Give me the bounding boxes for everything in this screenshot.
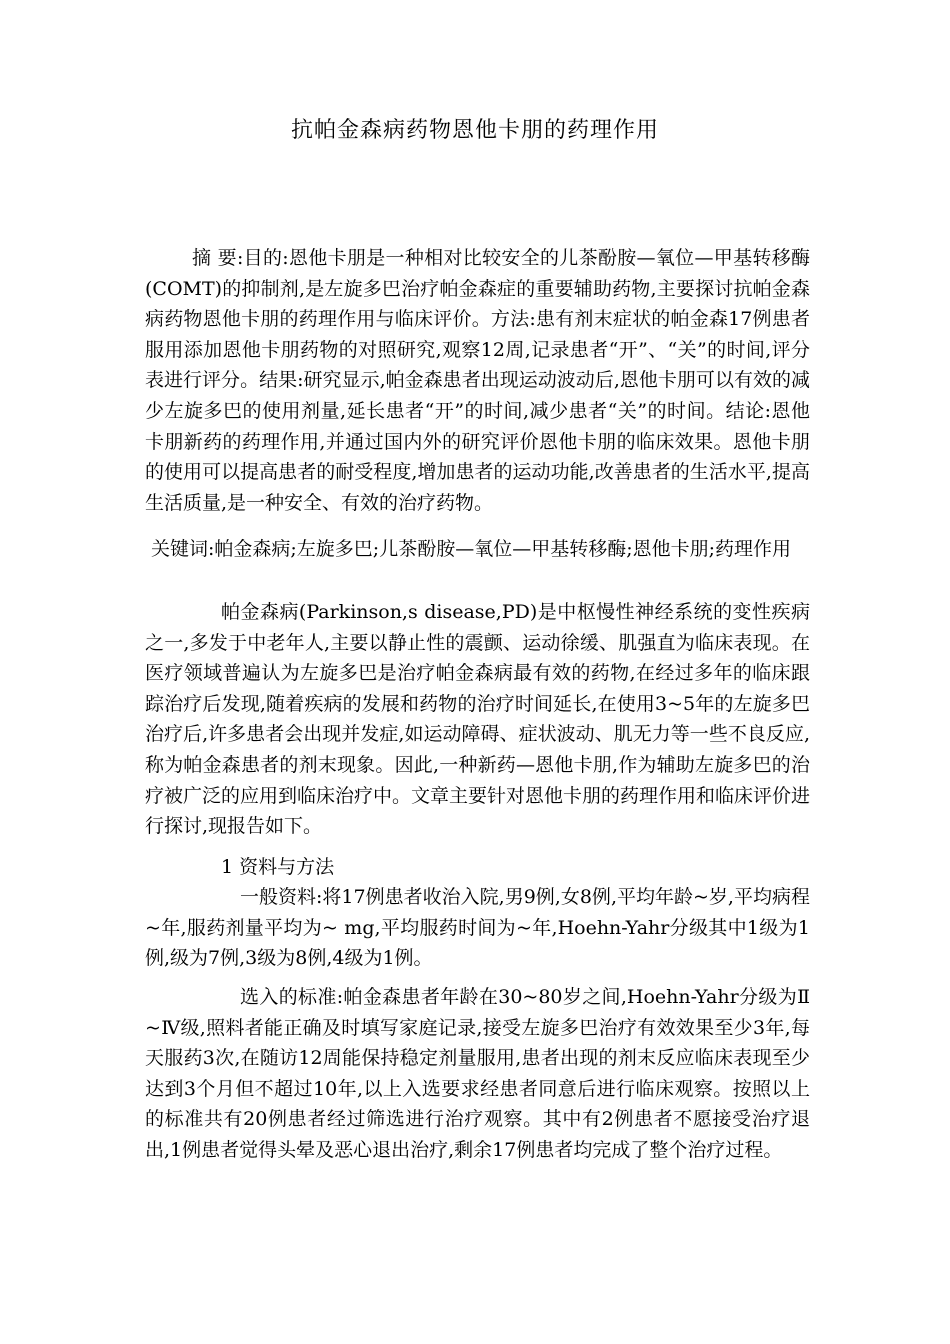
general-data-paragraph: 一般资料:将17例患者收治入院,男9例,女8例,平均年龄~岁,平均病程~年,服药剂量平均为~ mg,平均服药时间为~年,Hoehn-Yahr分级其中1级为1例,级为7例,3级为8例,4级为1例。	[145, 886, 810, 970]
keywords-label: 关键词:	[151, 538, 215, 560]
section-heading: 1 资料与方法	[221, 856, 335, 878]
abstract-text: 目的:恩他卡朋是一种相对比较安全的儿茶酚胺—氧位—甲基转移酶(COMT)的抑制剂,是左旋多巴治疗帕金森症的重要辅助药物,主要探讨抗帕金森病药物恩他卡朋的药理作用与临床评价。方法:患有剂末症状的帕金森17例患者服用添加恩他卡朋药物的对照研究,观察12周,记录患者“开”、“关”的时间,评分表进行评分。结果:研究显示,帕金森患者出现运动波动后,恩他卡朋可以有效的减少左旋多巴的使用剂量,延长患者“开”的时间,减少患者“关”的时间。结论:恩他卡朋新药的药理作用,并通过国内外的研究评价恩他卡朋的临床效果。恩他卡朋的使用可以提高患者的耐受程度,增加患者的运动功能,改善患者的生活水平,提高生活质量,是一种安全、有效的治疗药物。	[145, 247, 810, 514]
abstract-paragraph	[145, 243, 810, 518]
intro-paragraph: 帕金森病(Parkinson,s disease,PD)是中枢慢性神经系统的变性疾病之一,多发于中老年人,主要以静止性的震颤、运动徐缓、肌强直为临床表现。在医疗领域普遍认为左旋多巴是治疗帕金森病最有效的药物,在经过多年的临床跟踪治疗后发现,随着疾病的发展和药物的治疗时间延长,在使用3~5年的左旋多巴治疗后,许多患者会出现并发症,如运动障碍、症状波动、肌无力等一些不良反应,称为帕金森患者的剂末现象。因此,一种新药—恩他卡朋,作为辅助左旋多巴的治疗被广泛的应用到临床治疗中。文章主要针对恩他卡朋的药理作用和临床评价进行探讨,现报告如下。	[145, 601, 811, 838]
document-title: 抗帕金森病药物恩他卡朋的药理作用	[290, 118, 659, 143]
inclusion-criteria-paragraph: 选入的标准:帕金森患者年龄在30~80岁之间,Hoehn-Yahr分级为Ⅱ~Ⅳ级,照料者能正确及时填写家庭记录,接受左旋多巴治疗有效效果至少3年,每天服药3次,在随访12周能保持稳定剂量服用,患者出现的剂末反应临床表现至少达到3个月但不超过10年,以上入选要求经患者同意后进行临床观察。按照以上的标准共有20例患者经过筛选进行治疗观察。其中有2例患者不愿接受治疗退出,1例患者觉得头晕及恶心退出治疗,剩余17例患者均完成了整个治疗过程。	[145, 986, 810, 1161]
keywords-text: 帕金森病;左旋多巴;儿茶酚胺—氧位—甲基转移酶;恩他卡朋;药理作用	[214, 538, 792, 560]
abstract-label: 摘 要:	[192, 247, 244, 269]
keywords-paragraph	[145, 534, 810, 565]
